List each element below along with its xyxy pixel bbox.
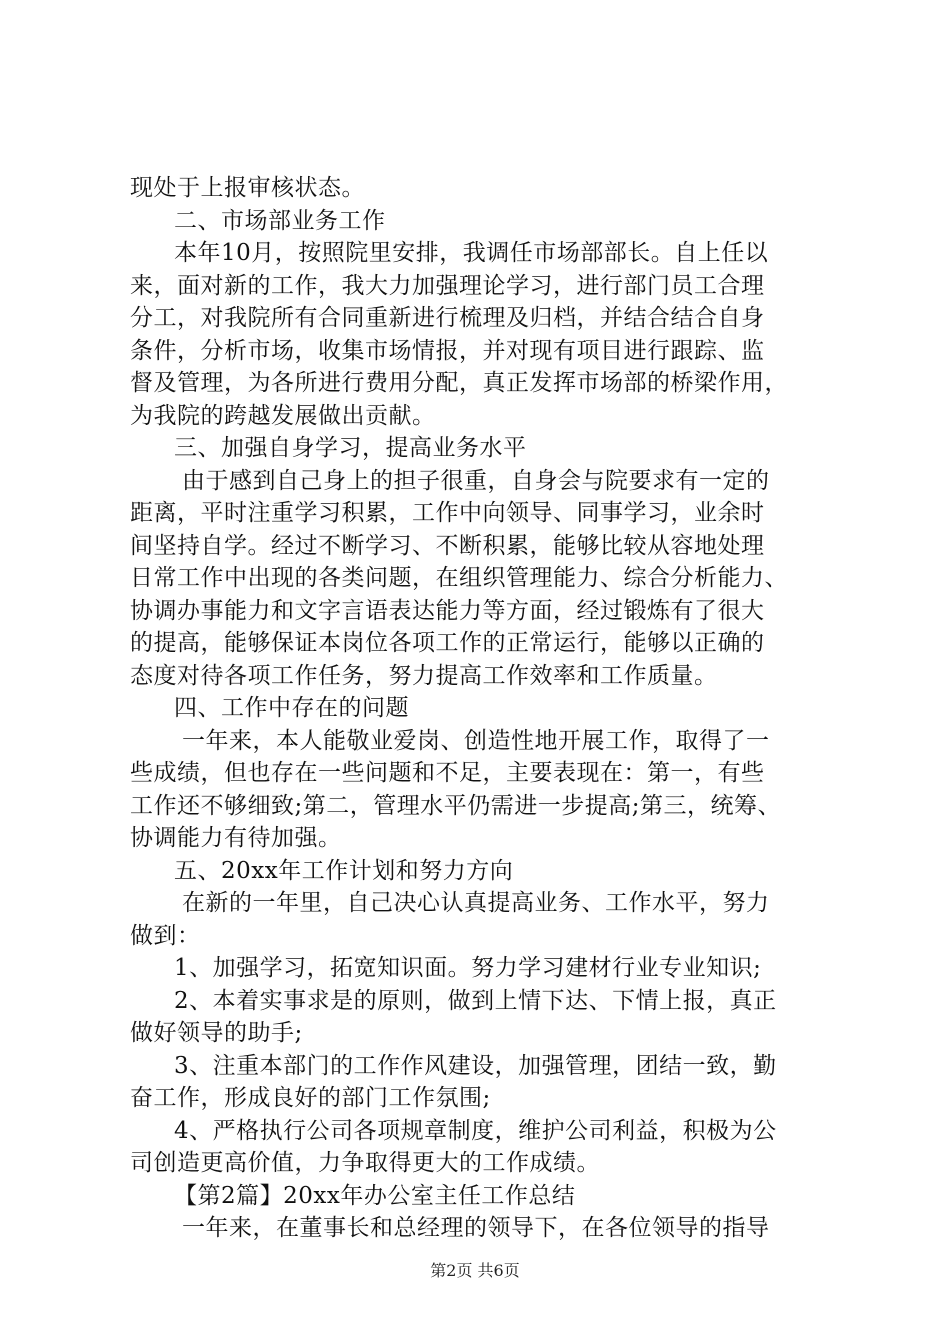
text-line: 态度对待各项工作任务，努力提高工作效率和工作质量。 xyxy=(130,662,718,689)
text-line: 由于感到自己身上的担子很重，自身会与院要求有一定的 xyxy=(182,467,770,494)
text-line: 1、加强学习，拓宽知识面。努力学习建材行业专业知识; xyxy=(174,955,762,981)
text-line: 本年10月，按照院里安排，我调任市场部部长。自上任以 xyxy=(174,240,769,266)
document-body xyxy=(130,172,830,1245)
text-line: 工作还不够细致;第二，管理水平仍需进一步提高;第三，统筹、 xyxy=(130,792,781,819)
text-line: 协调办事能力和文字言语表达能力等方面，经过锻炼有了很大 xyxy=(130,597,765,624)
text-line: 3、注重本部门的工作作风建设，加强管理，团结一致，勤 xyxy=(174,1052,777,1079)
text-line: 为我院的跨越发展做出贡献。 xyxy=(130,402,436,429)
text-line: 五、20xx年工作计划和努力方向 xyxy=(174,857,514,884)
text-line: 些成绩，但也存在一些问题和不足，主要表现在：第一，有些 xyxy=(130,760,765,786)
text-line: 二、市场部业务工作 xyxy=(174,207,386,234)
page-footer: 第2页 共6页 xyxy=(430,1261,520,1280)
text-line: 的提高，能够保证本岗位各项工作的正常运行，能够以正确的 xyxy=(130,630,765,656)
text-line: 四、工作中存在的问题 xyxy=(174,695,409,721)
text-line: 做好领导的助手; xyxy=(130,1020,303,1046)
text-line: 一年来，在董事长和总经理的领导下，在各位领导的指导 xyxy=(182,1215,770,1241)
text-line: 在新的一年里，自己决心认真提高业务、工作水平，努力 xyxy=(182,890,770,916)
text-line: 司创造更高价值，力争取得更大的工作成绩。 xyxy=(130,1150,600,1176)
text-line: 日常工作中出现的各类问题，在组织管理能力、综合分析能力、 xyxy=(130,565,788,591)
text-line: 督及管理，为各所进行费用分配，真正发挥市场部的桥梁作用， xyxy=(130,370,788,396)
text-line: 距离，平时注重学习积累，工作中向领导、同事学习，业余时 xyxy=(130,500,765,526)
text-line: 条件，分析市场，收集市场情报，并对现有项目进行跟踪、监 xyxy=(130,337,765,364)
text-line: 协调能力有待加强。 xyxy=(130,825,342,851)
text-line: 奋工作，形成良好的部门工作氛围; xyxy=(130,1085,491,1111)
text-line: 做到： xyxy=(130,922,201,949)
text-line: 分工，对我院所有合同重新进行梳理及归档，并结合结合自身 xyxy=(130,305,765,331)
text-line: 来，面对新的工作，我大力加强理论学习，进行部门员工合理 xyxy=(130,272,765,299)
text-line: 间坚持自学。经过不断学习、不断积累，能够比较从容地处理 xyxy=(130,532,765,559)
text-line: 三、加强自身学习，提高业务水平 xyxy=(174,435,527,461)
text-line: 一年来，本人能敬业爱岗、创造性地开展工作，取得了一 xyxy=(182,727,770,754)
text-line: 4、严格执行公司各项规章制度，维护公司利益，积极为公 xyxy=(174,1117,777,1144)
text-line: 【第2篇】20xx年办公室主任工作总结 xyxy=(174,1182,576,1209)
text-line: 现处于上报审核状态。 xyxy=(130,175,365,201)
text-line: 2、本着实事求是的原则，做到上情下达、下情上报，真正 xyxy=(174,987,777,1014)
